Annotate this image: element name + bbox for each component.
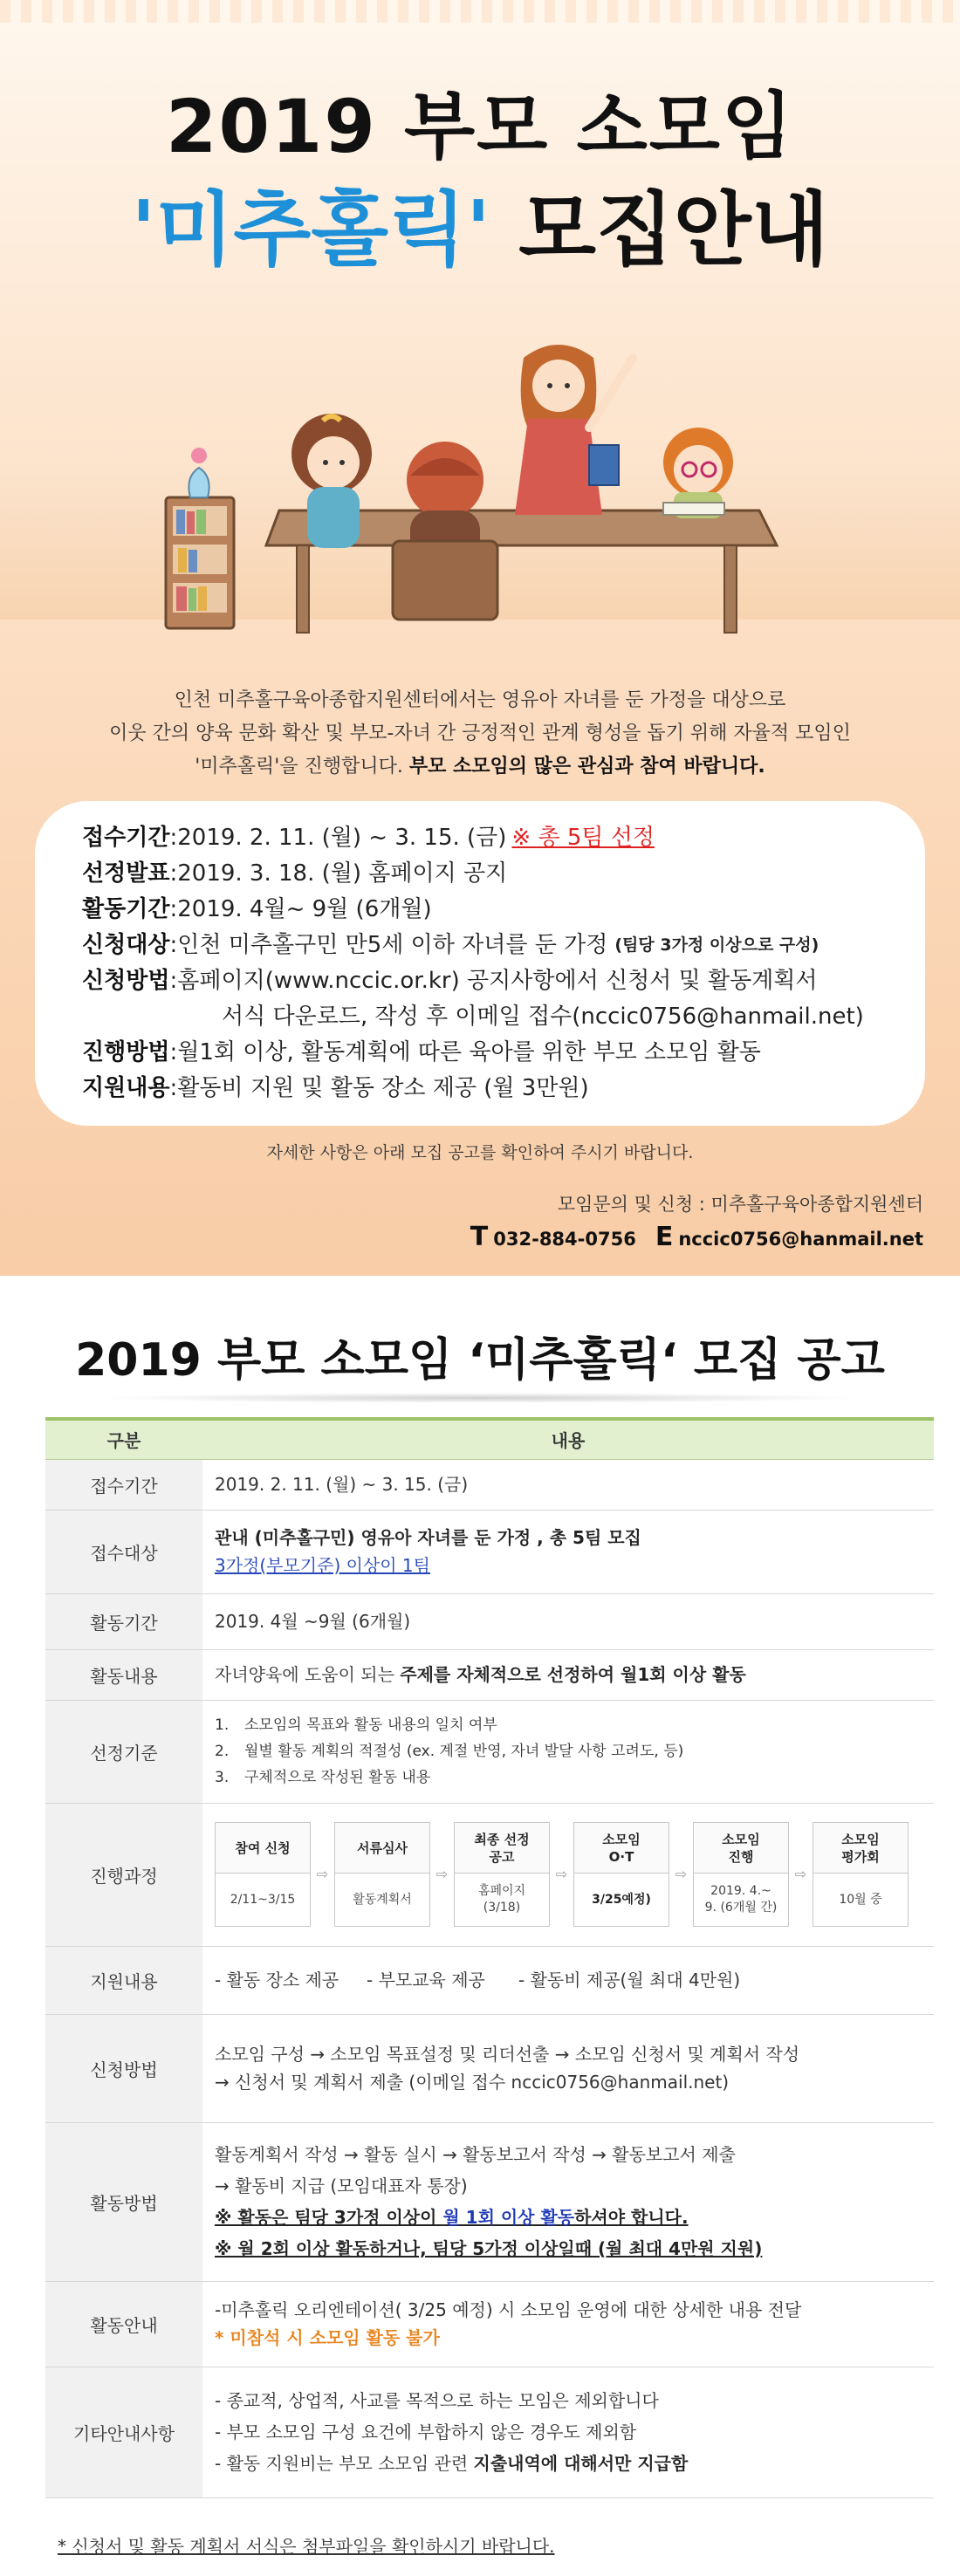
table-row: 진행과정 참여 신청 2/11~3/15 ⇨ 서류심사 활동계획서 ⇨ 최종 선정 공고 홈페이지 (3/18) ⇨ 소모임 O·T 3/25예정) ⇨ 소모임 진행 2019. 4.~ 9. (6개월 간) ⇨ 소모임 평가회 10월 중	[45, 1803, 934, 1946]
contact-phone-email: T 032-884-0756 E nccic0756@hanmail.net	[470, 1222, 923, 1252]
info-target: 신청대상 : 인천 미추홀구민 만5세 이하 자녀를 둔 가정 (팀당 3가정 이상으로 구성)	[82, 932, 819, 958]
title-highlight: 미추홀릭	[155, 183, 466, 277]
process-step: 소모임 진행 2019. 4.~ 9. (6개월 간)	[693, 1822, 789, 1927]
arrow-icon: ⇨	[555, 1866, 568, 1882]
intro-line-2: 이웃 간의 양육 문화 확산 및 부모-자녀 간 긍정적인 관계 형성을 돕기 위해 자율적 모임인	[109, 723, 851, 744]
info-card	[35, 801, 925, 1126]
table-row: 접수대상 관내 (미추홀구민) 영유아 자녀를 둔 가정 , 총 5팀 모집 3가정(부모기준) 이상이 1팀	[45, 1510, 934, 1593]
arrow-icon: ⇨	[316, 1866, 329, 1882]
process-flow	[215, 1822, 922, 1927]
contact-line: 모임문의 및 신청 : 미추홀구육아종합지원센터	[557, 1194, 923, 1215]
info-apply-method: 신청방법 : 홈페이지(www.nccic.or.kr) 공지사항에서 신청서 및 활동계획서	[82, 968, 818, 994]
title-shadow	[96, 1393, 864, 1403]
email-link[interactable]: nccic0756@hanmail.net	[580, 1004, 855, 1030]
arrow-icon: ⇨	[435, 1866, 449, 1882]
table-row: 신청방법 소모임 구성 → 소모임 목표설정 및 리더선출 → 소모임 신청서 및 계획서 작성 → 신청서 및 계획서 제출 (이메일 접수 nccic0756@hanmail.net)	[45, 2014, 934, 2122]
poster-intro	[52, 684, 908, 784]
poster-title-line2: '미추홀릭' 모집안내	[131, 183, 829, 277]
poster-notice: 자세한 사항은 아래 모집 공고를 확인하여 주시기 바랍니다.	[266, 1143, 694, 1162]
teacher	[515, 345, 633, 515]
phone-number: 032-884-0756	[493, 1229, 636, 1250]
arrow-icon: ⇨	[794, 1866, 807, 1882]
family-reading-illustration	[148, 332, 812, 646]
table-row: 활동기간 2019. 4월 ~9월 (6개월)	[45, 1593, 934, 1649]
top-border-decoration	[0, 0, 960, 23]
header-content: 내용	[202, 1419, 934, 1459]
info-progress: 진행방법 : 월1회 이상, 활동계획에 따른 육아를 위한 부모 소모임 활동	[82, 1039, 761, 1065]
table-header	[45, 1419, 934, 1459]
list-item: 1. 소모임의 목표와 활동 내용의 일치 여부	[215, 1716, 497, 1734]
process-step: 참여 신청 2/11~3/15	[215, 1822, 311, 1927]
bookshelf	[166, 448, 234, 628]
table-row: 활동안내 -미추홀릭 오리엔테이션( 3/25 예정) 시 소모임 운영에 대한 상세한 내용 전달 * 미참석 시 소모임 활동 불가	[45, 2281, 934, 2367]
table-row: 지원내용 - 활동 장소 제공 - 부모교육 제공 - 활동비 제공(월 최대 4만원)	[45, 1946, 934, 2014]
intro-line-1: 인천 미추홀구육아종합지원센터에서는 영유아 자녀를 둔 가정을 대상으로	[174, 689, 786, 711]
table-row: 선정기준 1. 소모임의 목표와 활동 내용의 일치 여부 2. 월별 활동 계획의 적절성 (ex. 계절 반영, 자녀 발달 사항 고려도, 등) 3. 구체적으로 작성된 활동 내용	[45, 1700, 934, 1803]
criteria-list	[215, 1712, 922, 1791]
process-step: 서류심사 활동계획서	[334, 1822, 430, 1927]
header-category: 구분	[45, 1419, 202, 1459]
process-step: 최종 선정 공고 홈페이지 (3/18)	[454, 1822, 550, 1927]
announcement-table	[45, 1417, 934, 2498]
info-apply-method-cont: 서식 다운로드, 작성 후 이메일 접수(nccic0756@hanmail.net)	[222, 1004, 864, 1030]
info-activity-period: 활동기간 : 2019. 4월~ 9월 (6개월)	[82, 896, 432, 922]
poster-title-line1: 2019 부모 소모임	[166, 84, 794, 169]
process-step: 소모임 O·T 3/25예정)	[573, 1822, 669, 1927]
arrow-icon: ⇨	[675, 1866, 688, 1882]
recruit-poster	[0, 0, 960, 1276]
table-row: 활동내용 자녀양육에 도움이 되는 주제를 자체적으로 선정하여 월1회 이상 활동	[45, 1649, 934, 1700]
announcement-title: 2019 부모 소모임 ‘미추홀릭‘ 모집 공고	[75, 1334, 885, 1387]
info-support: 지원내용 : 활동비 지원 및 활동 장소 제공 (월 3만원)	[82, 1075, 589, 1101]
contact-email: nccic0756@hanmail.net	[678, 1229, 923, 1250]
list-item: 3. 구체적으로 작성된 활동 내용	[215, 1769, 431, 1786]
info-reception-period: 접수기간 : 2019. 2. 11. (월) ~ 3. 15. (금) ※ 총 5팀 선정	[82, 825, 655, 851]
info-announcement: 선정발표 : 2019. 3. 18. (월) 홈페이지 공지	[82, 860, 508, 887]
footnote: * 신청서 및 활동 계획서 서식은 첨부파일을 확인하시기 바랍니다.	[58, 2536, 555, 2557]
table-row: 기타안내사항 - 종교적, 상업적, 사교를 목적으로 하는 모임은 제외합니다 - 부모 소모임 구성 요건에 부합하지 않은 경우도 제외함 - 활동 지원비는 부모 소모임 관련 지출내역에 대해서만 지급함	[45, 2367, 934, 2497]
process-step: 소모임 평가회 10월 중	[813, 1822, 909, 1927]
table-row: 접수기간 2019. 2. 11. (월) ~ 3. 15. (금)	[45, 1459, 934, 1510]
girl-right	[663, 428, 733, 518]
table-row: 활동방법 활동계획서 작성 → 활동 실시 → 활동보고서 작성 → 활동보고서 제출 → 활동비 지급 (모임대표자 통장) ※ 활동은 팀당 3가정 이상이 월 1회 이상 활동하셔야 합니다. ※ 월 2회 이상 활동하거나, 팀당 5가정 이상일때 (월 최대 4만원 지원)	[45, 2122, 934, 2281]
list-item: 2. 월별 활동 계획의 적절성 (ex. 계절 반영, 자녀 발달 사항 고려도, 등)	[215, 1743, 684, 1760]
intro-line-3: '미추홀릭'을 진행합니다. 부모 소모임의 많은 관심과 참여 바랍니다.	[195, 756, 765, 778]
